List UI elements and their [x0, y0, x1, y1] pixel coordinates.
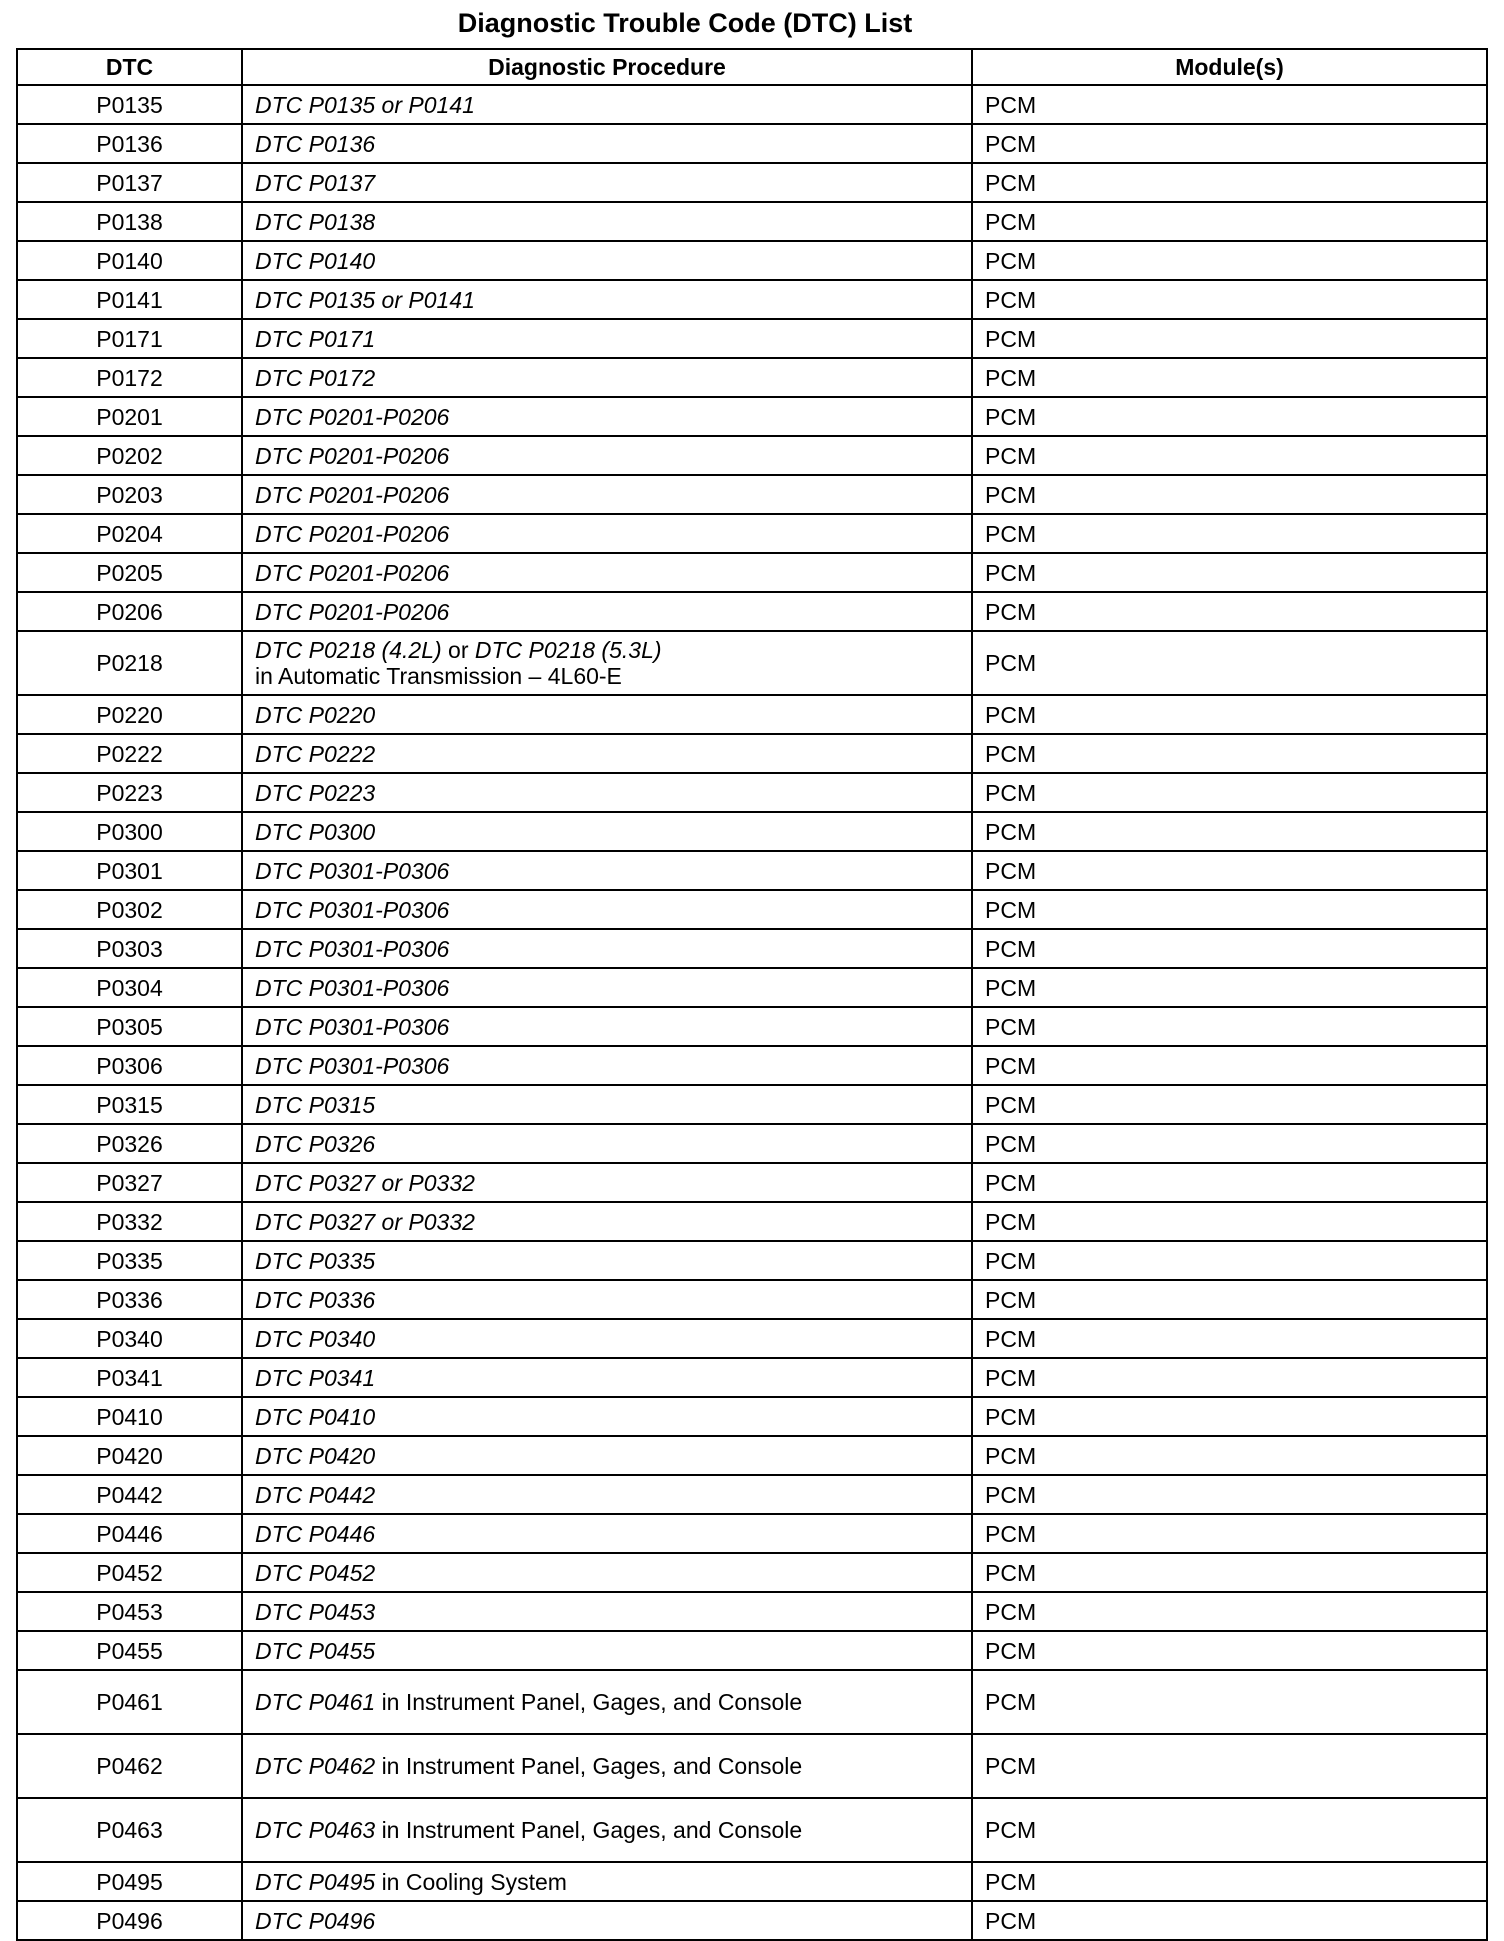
dtc-code-cell: P0306 — [17, 1046, 242, 1085]
module-cell: PCM — [972, 124, 1487, 163]
table-row — [17, 1670, 1487, 1734]
dtc-code-cell: P0305 — [17, 1007, 242, 1046]
module-cell: PCM — [972, 812, 1487, 851]
module-cell: PCM — [972, 1592, 1487, 1631]
dtc-code-cell: P0315 — [17, 1085, 242, 1124]
diagnostic-procedure-cell — [242, 1553, 972, 1592]
diagnostic-procedure-cell — [242, 890, 972, 929]
procedure-reference[interactable]: DTC P0137 — [255, 169, 376, 196]
diagnostic-procedure-cell — [242, 85, 972, 124]
table-row — [17, 773, 1487, 812]
table-row — [17, 241, 1487, 280]
procedure-reference[interactable]: DTC P0340 — [255, 1325, 376, 1352]
diagnostic-procedure-cell — [242, 1241, 972, 1280]
diagnostic-procedure-cell — [242, 773, 972, 812]
dtc-code-cell: P0302 — [17, 890, 242, 929]
diagnostic-procedure-cell — [242, 1734, 972, 1798]
procedure-reference[interactable]: DTC P0135 or P0141 — [255, 286, 475, 313]
dtc-code-cell: P0171 — [17, 319, 242, 358]
diagnostic-procedure-cell — [242, 812, 972, 851]
dtc-code-cell: P0137 — [17, 163, 242, 202]
procedure-reference[interactable]: DTC P0462 — [255, 1753, 376, 1779]
module-cell: PCM — [972, 1241, 1487, 1280]
module-cell: PCM — [972, 1553, 1487, 1592]
diagnostic-procedure-cell — [242, 1798, 972, 1862]
module-cell: PCM — [972, 773, 1487, 812]
table-row — [17, 358, 1487, 397]
dtc-code-cell: P0340 — [17, 1319, 242, 1358]
table-row — [17, 1046, 1487, 1085]
procedure-reference[interactable]: DTC P0335 — [255, 1247, 376, 1274]
header-diagnostic-procedure: Diagnostic Procedure — [242, 49, 972, 85]
diagnostic-procedure-cell — [242, 929, 972, 968]
diagnostic-procedure-cell — [242, 1901, 972, 1940]
table-row — [17, 1397, 1487, 1436]
module-cell: PCM — [972, 890, 1487, 929]
table-row — [17, 202, 1487, 241]
dtc-table — [16, 48, 1488, 1941]
module-cell: PCM — [972, 631, 1487, 695]
table-row — [17, 631, 1487, 695]
dtc-code-cell: P0332 — [17, 1202, 242, 1241]
module-cell: PCM — [972, 553, 1487, 592]
diagnostic-procedure-cell — [242, 1670, 972, 1734]
diagnostic-procedure-cell — [242, 1862, 972, 1901]
procedure-reference[interactable]: DTC P0201-P0206 — [255, 559, 450, 586]
dtc-code-cell: P0223 — [17, 773, 242, 812]
procedure-reference[interactable]: DTC P0301-P0306 — [255, 896, 450, 923]
module-cell: PCM — [972, 592, 1487, 631]
diagnostic-procedure-cell — [242, 968, 972, 1007]
module-cell: PCM — [972, 851, 1487, 890]
module-cell: PCM — [972, 241, 1487, 280]
module-cell: PCM — [972, 929, 1487, 968]
diagnostic-procedure-cell — [242, 475, 972, 514]
procedure-reference[interactable]: DTC P0420 — [255, 1442, 376, 1469]
procedure-reference[interactable]: DTC P0201-P0206 — [255, 598, 450, 625]
module-cell: PCM — [972, 1734, 1487, 1798]
table-row — [17, 1862, 1487, 1901]
procedure-reference[interactable]: DTC P0301-P0306 — [255, 935, 450, 962]
procedure-reference[interactable]: DTC P0496 — [255, 1907, 376, 1934]
diagnostic-procedure-cell — [242, 1007, 972, 1046]
procedure-reference[interactable]: DTC P0218 (4.2L) — [255, 637, 442, 663]
procedure-reference[interactable]: DTC P0336 — [255, 1286, 376, 1313]
diagnostic-procedure-cell — [242, 631, 972, 695]
table-row — [17, 475, 1487, 514]
procedure-reference[interactable]: DTC P0140 — [255, 247, 376, 274]
procedure-reference[interactable]: DTC P0326 — [255, 1130, 376, 1157]
procedure-conjunction: or — [448, 637, 469, 663]
dtc-code-cell: P0335 — [17, 1241, 242, 1280]
table-row — [17, 1436, 1487, 1475]
module-cell: PCM — [972, 1631, 1487, 1670]
dtc-code-cell: P0336 — [17, 1280, 242, 1319]
table-row — [17, 1734, 1487, 1798]
dtc-code-cell: P0202 — [17, 436, 242, 475]
dtc-code-cell: P0495 — [17, 1862, 242, 1901]
dtc-code-cell: P0203 — [17, 475, 242, 514]
procedure-reference[interactable]: DTC P0135 or P0141 — [255, 91, 475, 118]
dtc-code-cell: P0303 — [17, 929, 242, 968]
table-row — [17, 1901, 1487, 1940]
dtc-code-cell: P0341 — [17, 1358, 242, 1397]
module-cell: PCM — [972, 1862, 1487, 1901]
table-row — [17, 163, 1487, 202]
table-row — [17, 1241, 1487, 1280]
module-cell: PCM — [972, 1475, 1487, 1514]
table-row — [17, 1798, 1487, 1862]
table-row — [17, 124, 1487, 163]
dtc-code-cell: P0420 — [17, 1436, 242, 1475]
procedure-reference[interactable]: DTC P0172 — [255, 364, 376, 391]
dtc-code-cell: P0462 — [17, 1734, 242, 1798]
dtc-code-cell: P0453 — [17, 1592, 242, 1631]
table-row — [17, 1514, 1487, 1553]
diagnostic-procedure-cell — [242, 514, 972, 553]
procedure-reference[interactable]: DTC P0136 — [255, 130, 376, 157]
procedure-reference[interactable]: DTC P0223 — [255, 779, 376, 806]
procedure-reference[interactable]: DTC P0301-P0306 — [255, 1013, 450, 1040]
diagnostic-procedure-cell — [242, 1280, 972, 1319]
module-cell: PCM — [972, 1280, 1487, 1319]
diagnostic-procedure-cell — [242, 397, 972, 436]
diagnostic-procedure-cell — [242, 553, 972, 592]
table-row — [17, 553, 1487, 592]
dtc-code-cell: P0442 — [17, 1475, 242, 1514]
procedure-reference[interactable]: DTC P0301-P0306 — [255, 857, 450, 884]
module-cell: PCM — [972, 1358, 1487, 1397]
module-cell: PCM — [972, 1202, 1487, 1241]
table-row — [17, 929, 1487, 968]
diagnostic-procedure-cell — [242, 695, 972, 734]
diagnostic-procedure-cell — [242, 592, 972, 631]
module-cell: PCM — [972, 163, 1487, 202]
procedure-reference[interactable]: DTC P0455 — [255, 1637, 376, 1664]
procedure-reference[interactable]: DTC P0171 — [255, 325, 376, 352]
module-cell: PCM — [972, 475, 1487, 514]
diagnostic-procedure-cell — [242, 1592, 972, 1631]
procedure-reference[interactable]: DTC P0222 — [255, 740, 376, 767]
dtc-code-cell: P0218 — [17, 631, 242, 695]
module-cell: PCM — [972, 397, 1487, 436]
module-cell: PCM — [972, 1436, 1487, 1475]
dtc-code-cell: P0446 — [17, 1514, 242, 1553]
procedure-location: in Automatic Transmission – 4L60-E — [255, 663, 622, 689]
dtc-code-cell: P0140 — [17, 241, 242, 280]
table-row — [17, 1202, 1487, 1241]
module-cell: PCM — [972, 1124, 1487, 1163]
table-row — [17, 1007, 1487, 1046]
dtc-code-cell: P0136 — [17, 124, 242, 163]
procedure-reference[interactable]: DTC P0201-P0206 — [255, 442, 450, 469]
table-row — [17, 890, 1487, 929]
module-cell: PCM — [972, 968, 1487, 1007]
module-cell: PCM — [972, 1397, 1487, 1436]
table-row — [17, 968, 1487, 1007]
table-row — [17, 1124, 1487, 1163]
procedure-reference[interactable]: DTC P0201-P0206 — [255, 481, 450, 508]
table-row — [17, 734, 1487, 773]
procedure-reference[interactable]: DTC P0301-P0306 — [255, 1052, 450, 1079]
dtc-code-cell: P0135 — [17, 85, 242, 124]
module-cell: PCM — [972, 280, 1487, 319]
diagnostic-procedure-cell — [242, 1358, 972, 1397]
table-row — [17, 851, 1487, 890]
diagnostic-procedure-cell — [242, 1436, 972, 1475]
module-cell: PCM — [972, 319, 1487, 358]
diagnostic-procedure-cell — [242, 1397, 972, 1436]
table-row — [17, 514, 1487, 553]
dtc-code-cell: P0205 — [17, 553, 242, 592]
module-cell: PCM — [972, 514, 1487, 553]
dtc-code-cell: P0201 — [17, 397, 242, 436]
module-cell: PCM — [972, 1007, 1487, 1046]
table-body — [17, 85, 1487, 1940]
procedure-reference[interactable]: DTC P0446 — [255, 1520, 376, 1547]
diagnostic-procedure-cell — [242, 1631, 972, 1670]
procedure-reference[interactable]: DTC P0201-P0206 — [255, 403, 450, 430]
dtc-code-cell: P0206 — [17, 592, 242, 631]
header-dtc: DTC — [17, 49, 242, 85]
dtc-code-cell: P0204 — [17, 514, 242, 553]
procedure-reference[interactable]: DTC P0301-P0306 — [255, 974, 450, 1001]
table-row — [17, 1475, 1487, 1514]
table-row — [17, 436, 1487, 475]
procedure-reference[interactable]: DTC P0315 — [255, 1091, 376, 1118]
table-row — [17, 1358, 1487, 1397]
procedure-reference[interactable]: DTC P0220 — [255, 701, 376, 728]
procedure-location: in Cooling System — [381, 1868, 567, 1895]
diagnostic-procedure-cell — [242, 1319, 972, 1358]
diagnostic-procedure-cell — [242, 241, 972, 280]
diagnostic-procedure-cell — [242, 851, 972, 890]
diagnostic-procedure-cell — [242, 1046, 972, 1085]
module-cell: PCM — [972, 202, 1487, 241]
diagnostic-procedure-cell — [242, 124, 972, 163]
module-cell: PCM — [972, 436, 1487, 475]
dtc-code-cell: P0222 — [17, 734, 242, 773]
procedure-reference[interactable]: DTC P0218 (5.3L) — [474, 637, 662, 663]
dtc-code-cell: P0304 — [17, 968, 242, 1007]
table-row — [17, 1592, 1487, 1631]
table-row — [17, 85, 1487, 124]
dtc-code-cell: P0410 — [17, 1397, 242, 1436]
module-cell: PCM — [972, 358, 1487, 397]
module-cell: PCM — [972, 1319, 1487, 1358]
module-cell: PCM — [972, 1901, 1487, 1940]
procedure-reference[interactable]: DTC P0495 — [255, 1868, 376, 1895]
table-row — [17, 592, 1487, 631]
procedure-reference[interactable]: DTC P0452 — [255, 1559, 376, 1586]
dtc-code-cell: P0138 — [17, 202, 242, 241]
procedure-location: in Instrument Panel, Gages, and Console — [381, 1689, 803, 1715]
table-row — [17, 812, 1487, 851]
dtc-code-cell: P0452 — [17, 1553, 242, 1592]
module-cell: PCM — [972, 734, 1487, 773]
procedure-reference[interactable]: DTC P0138 — [255, 208, 376, 235]
procedure-location: in Instrument Panel, Gages, and Console — [381, 1817, 803, 1843]
diagnostic-procedure-cell — [242, 1475, 972, 1514]
table-row — [17, 1085, 1487, 1124]
procedure-reference[interactable]: DTC P0327 or P0332 — [255, 1169, 475, 1196]
diagnostic-procedure-cell — [242, 319, 972, 358]
dtc-code-cell: P0301 — [17, 851, 242, 890]
diagnostic-procedure-cell — [242, 1514, 972, 1553]
module-cell: PCM — [972, 1514, 1487, 1553]
diagnostic-procedure-cell — [242, 1163, 972, 1202]
module-cell: PCM — [972, 695, 1487, 734]
dtc-code-cell: P0496 — [17, 1901, 242, 1940]
diagnostic-procedure-cell — [242, 1124, 972, 1163]
module-cell: PCM — [972, 1046, 1487, 1085]
procedure-reference[interactable]: DTC P0453 — [255, 1598, 376, 1625]
dtc-code-cell: P0172 — [17, 358, 242, 397]
dtc-code-cell: P0463 — [17, 1798, 242, 1862]
table-header-row — [17, 49, 1487, 85]
table-row — [17, 280, 1487, 319]
table-row — [17, 1319, 1487, 1358]
table-row — [17, 1631, 1487, 1670]
table-row — [17, 1280, 1487, 1319]
dtc-code-cell: P0461 — [17, 1670, 242, 1734]
dtc-code-cell: P0326 — [17, 1124, 242, 1163]
procedure-reference[interactable]: DTC P0341 — [255, 1364, 376, 1391]
table-row — [17, 319, 1487, 358]
procedure-reference[interactable]: DTC P0410 — [255, 1403, 376, 1430]
diagnostic-procedure-cell — [242, 202, 972, 241]
procedure-reference[interactable]: DTC P0463 — [255, 1817, 376, 1843]
diagnostic-procedure-cell — [242, 436, 972, 475]
diagnostic-procedure-cell — [242, 1202, 972, 1241]
table-row — [17, 397, 1487, 436]
diagnostic-procedure-cell — [242, 358, 972, 397]
dtc-code-cell: P0141 — [17, 280, 242, 319]
module-cell: PCM — [972, 85, 1487, 124]
module-cell: PCM — [972, 1085, 1487, 1124]
module-cell: PCM — [972, 1798, 1487, 1862]
diagnostic-procedure-cell — [242, 1085, 972, 1124]
module-cell: PCM — [972, 1163, 1487, 1202]
header-modules: Module(s) — [972, 49, 1487, 85]
procedure-reference[interactable]: DTC P0201-P0206 — [255, 520, 450, 547]
table-row — [17, 1553, 1487, 1592]
procedure-reference[interactable]: DTC P0300 — [255, 818, 376, 845]
table-row — [17, 1163, 1487, 1202]
dtc-code-cell: P0300 — [17, 812, 242, 851]
diagnostic-procedure-cell — [242, 734, 972, 773]
dtc-code-cell: P0455 — [17, 1631, 242, 1670]
dtc-code-cell: P0220 — [17, 695, 242, 734]
procedure-reference[interactable]: DTC P0327 or P0332 — [255, 1208, 475, 1235]
table-row — [17, 695, 1487, 734]
module-cell: PCM — [972, 1670, 1487, 1734]
dtc-code-cell: P0327 — [17, 1163, 242, 1202]
diagnostic-procedure-cell — [242, 280, 972, 319]
diagnostic-procedure-cell — [242, 163, 972, 202]
page-title: Diagnostic Trouble Code (DTC) List — [457, 8, 913, 38]
procedure-reference[interactable]: DTC P0461 — [255, 1689, 376, 1715]
procedure-location: in Instrument Panel, Gages, and Console — [381, 1753, 803, 1779]
procedure-reference[interactable]: DTC P0442 — [255, 1481, 376, 1508]
